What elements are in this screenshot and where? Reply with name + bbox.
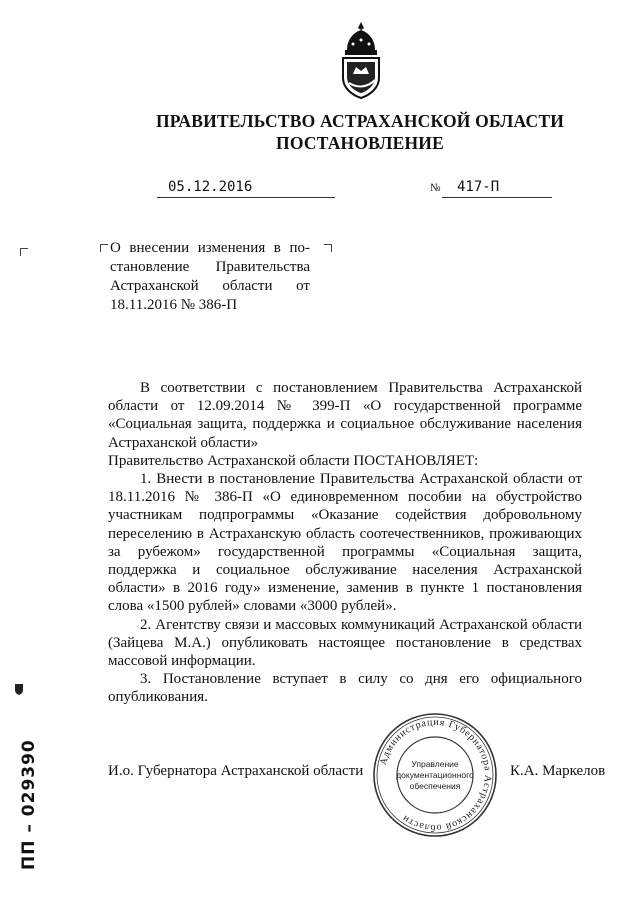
subject-line: 18.11.2016 № 386-П [110, 297, 238, 313]
signatory-name: К.А. Маркелов [510, 763, 606, 779]
subject-line: Астраханской области от [110, 278, 310, 294]
subject-line: О внесении изменения в по- [110, 240, 310, 256]
item-paragraph-3: 3. Постановление вступает в силу со дня его официального опубликования. [108, 671, 582, 706]
date-underline [157, 197, 335, 198]
corner-mark-left [20, 248, 28, 256]
document-body [108, 379, 582, 707]
subject-line: становление Правительства [110, 259, 310, 275]
side-registration-code [4, 690, 39, 880]
official-stamp [372, 712, 498, 838]
number-label: № [430, 182, 441, 194]
org-name: ПРАВИТЕЛЬСТВО АСТРАХАНСКОЙ ОБЛАСТИ [155, 111, 565, 131]
coat-of-arms-emblem [331, 20, 391, 100]
signatory-title: И.о. Губернатора Астраханской области [108, 763, 364, 779]
emblem-small-icon [12, 682, 26, 696]
stamp-center-line: документационного [396, 770, 474, 780]
document-number: 417-П [457, 179, 500, 195]
item-paragraph-2: 2. Агентству связи и массовых коммуникаций Астраханской области (Зайцева М.А.) опубликовать настоящее постановление в средствах массовой информации. [108, 616, 582, 670]
resolve-paragraph: Правительство Астраханской области ПОСТАНОВЛЯЕТ: [108, 452, 479, 469]
registration-code-text: ПП – 029390 [19, 739, 39, 870]
document-date: 05.12.2016 [168, 179, 253, 195]
number-underline [442, 197, 552, 198]
preamble-paragraph: В соответствии с постановлением Правительства Астраханской области от 12.09.2014 № 399-П «О государственной программе «Социальная защита, поддержка и социальное обслуживание населения Астраханской области» [108, 380, 582, 451]
stamp-ring-text: Администрация Губернатора Астраханской области [378, 716, 494, 834]
item-paragraph-1: 1. Внести в постановление Правительства Астраханской области от 18.11.2016 № 386-П «О единовременном пособии на обустройство участникам подпрограммы «Оказание содействия добровольному переселению в Астраханскую область соотечественников, проживающих за рубежом» государственной программы «Социальная защита, поддержка и социальное обслуживание населения Астраханской области» в 2016 году» изменение, заменив в пункте 1 постановления слова «1500 рублей» словами «3000 рублей». [108, 471, 582, 615]
document-subject [110, 239, 310, 315]
stamp-center-line: обеспечения [409, 781, 461, 791]
document-header [0, 110, 640, 154]
corner-mark-subject-left [100, 244, 108, 252]
document-type: ПОСТАНОВЛЕНИЕ [276, 133, 444, 153]
stamp-center-line: Управление [411, 759, 459, 769]
corner-mark-subject-right [324, 244, 332, 252]
